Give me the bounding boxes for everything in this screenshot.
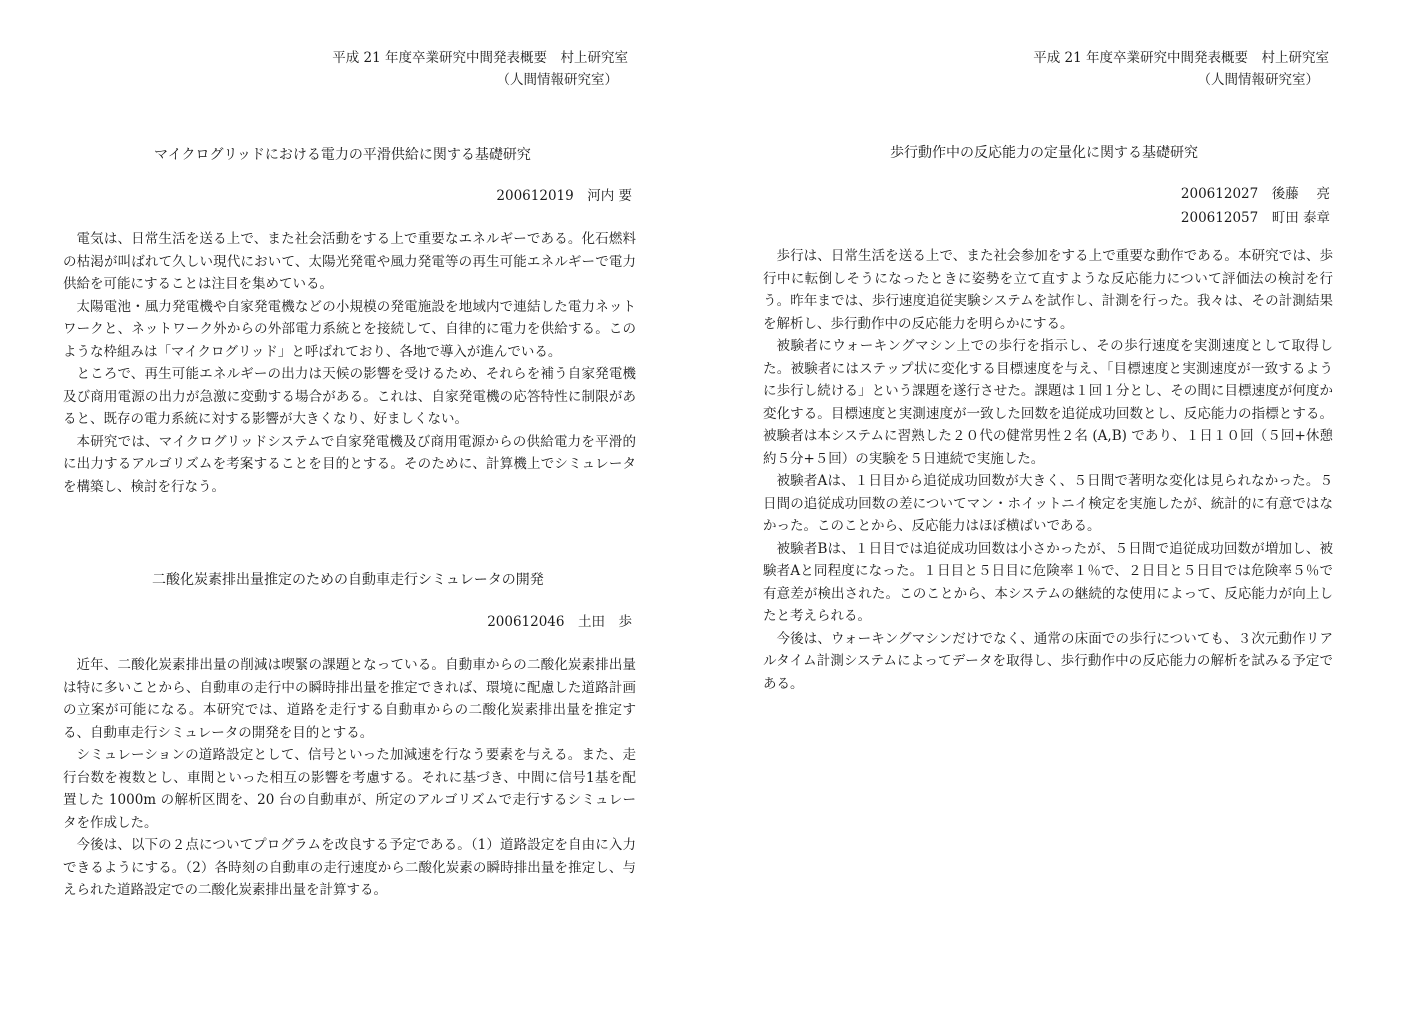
header-affiliation-line: （人間情報研究室） xyxy=(496,72,618,88)
paragraph: 電気は、日常生活を送る上で、また社会活動をする上で重要なエネルギーである。化石燃料の枯渇が叫ばれて久しい現代において、太陽光発電や風力発電等の再生可能エネルギーで電力供給を可能にすることは注目を集めている。 xyxy=(63,231,636,292)
paragraph: 歩行は、日常生活を送る上で、また社会参加をする上で重要な動作である。本研究では、歩行中に転倒しそうになったときに姿勢を立て直すような反応能力について評価法の検討を行う。昨年までは、歩行速度追従実験システムを試作し、計測を行った。我々は、その計測結果を解析し、歩行動作中の反応能力を明らかにする。 xyxy=(763,248,1333,332)
paragraph: ところで、再生可能エネルギーの出力は天候の影響を受けるため、それらを補う自家発電機及び商用電源の出力が急激に変動する場合がある。これは、自家発電機の応答特性に制限があると、既存の電力系統に対する影響が大きくなり、好ましくない。 xyxy=(63,366,636,427)
abstract-body xyxy=(63,228,636,498)
author-line: 200612057 町田 泰章 xyxy=(1180,210,1330,226)
paragraph: 今後は、以下の２点についてプログラムを改良する予定である。（1）道路設定を自由に入力できるようにする。（2）各時刻の自動車の走行速度から二酸化炭素の瞬時排出量を推定し、与えられた道路設定での二酸化炭素排出量を計算する。 xyxy=(63,837,636,898)
header-lab-line: 平成 21 年度卒業研究中間発表概要 村上研究室 xyxy=(332,50,628,66)
header-lab-line: 平成 21 年度卒業研究中間発表概要 村上研究室 xyxy=(1033,50,1329,66)
paper-title: 歩行動作中の反応能力の定量化に関する基礎研究 xyxy=(890,145,1198,161)
page-header xyxy=(1033,47,1329,91)
paragraph: 被験者Aは、１日目から追従成功回数が大きく、５日間で著明な変化は見られなかった。５日間の追従成功回数の差についてマン・ホイットニイ検定を実施したが、統計的に有意ではなかった。このことから、反応能力はほぼ横ばいである。 xyxy=(763,473,1333,534)
right-page xyxy=(700,0,1403,1020)
abstract-body xyxy=(763,245,1333,695)
author-list xyxy=(487,610,632,634)
left-page xyxy=(0,0,700,1020)
paper-title: 二酸化炭素排出量推定のための自動車走行シミュレータの開発 xyxy=(152,572,544,588)
paragraph: 近年、二酸化炭素排出量の削減は喫緊の課題となっている。自動車からの二酸化炭素排出量は特に多いことから、自動車の走行中の瞬時排出量を推定できれば、環境に配慮した道路計画の立案が可能になる。本研究では、道路を走行する自動車からの二酸化炭素排出量を推定する、自動車走行シミュレータの開発を目的とする。 xyxy=(63,657,636,741)
paragraph: 被験者Bは、１日目では追従成功回数は小さかったが、５日間で追従成功回数が増加し、被験者Aと同程度になった。１日目と５日目に危険率１％で、２日目と５日目では危険率５％で有意差が検出された。このことから、本システムの継続的な使用によって、反応能力が向上したと考えられる。 xyxy=(763,540,1333,624)
abstract-body xyxy=(63,654,636,902)
author-list xyxy=(496,184,632,208)
author-line: 200612046 土田 歩 xyxy=(487,614,632,630)
paragraph: 太陽電池・風力発電機や自家発電機などの小規模の発電施設を地域内で連結した電力ネットワークと、ネットワーク外からの外部電力系統とを接続して、自律的に電力を供給する。このような枠組みは「マイクログリッド」と呼ばれており、各地で導入が進んでいる。 xyxy=(63,298,636,360)
paragraph: 今後は、ウォーキングマシンだけでなく、通常の床面での歩行についても、３次元動作リアルタイム計測システムによってデータを取得し、歩行動作中の反応能力の解析を試みる予定である。 xyxy=(763,630,1333,692)
paragraph: 被験者にウォーキングマシン上での歩行を指示し、その歩行速度を実測速度として取得した。被験者にはステップ状に変化する目標速度を与え、「目標速度と実測速度が一致するように歩行し続ける」という課題を遂行させた。課題は１回１分とし、その間に目標速度が何度か変化する。目標速度と実測速度が一致した回数を追従成功回数とし、反応能力の指標とする。被験者は本システムに習熟した２０代の健常男性２名 (A,B) であり、１日１０回（５回+休憩約５分+５回）の実験を５日連続で実施した。 xyxy=(763,338,1333,467)
paragraph: シミュレーションの道路設定として、信号といった加減速を行なう要素を与える。また、走行台数を複数とし、車間といった相互の影響を考慮する。それに基づき、中間に信号1基を配置した 1000m の解析区間を、20 台の自動車が、所定のアルゴリズムで走行するシミュレータを作成した。 xyxy=(63,747,636,831)
author-line: 200612027 後藤 亮 xyxy=(1180,186,1330,202)
page-header xyxy=(332,47,628,91)
author-list xyxy=(1181,182,1330,230)
author-line: 200612019 河内 要 xyxy=(496,188,632,204)
paragraph: 本研究では、マイクログリッドシステムで自家発電機及び商用電源からの供給電力を平滑的に出力するアルゴリズムを考案することを目的とする。そのために、計算機上でシミュレータを構築し、検討を行なう。 xyxy=(63,433,636,495)
header-affiliation-line: （人間情報研究室） xyxy=(1197,72,1319,88)
paper-title: マイクログリッドにおける電力の平滑供給に関する基礎研究 xyxy=(154,147,531,163)
